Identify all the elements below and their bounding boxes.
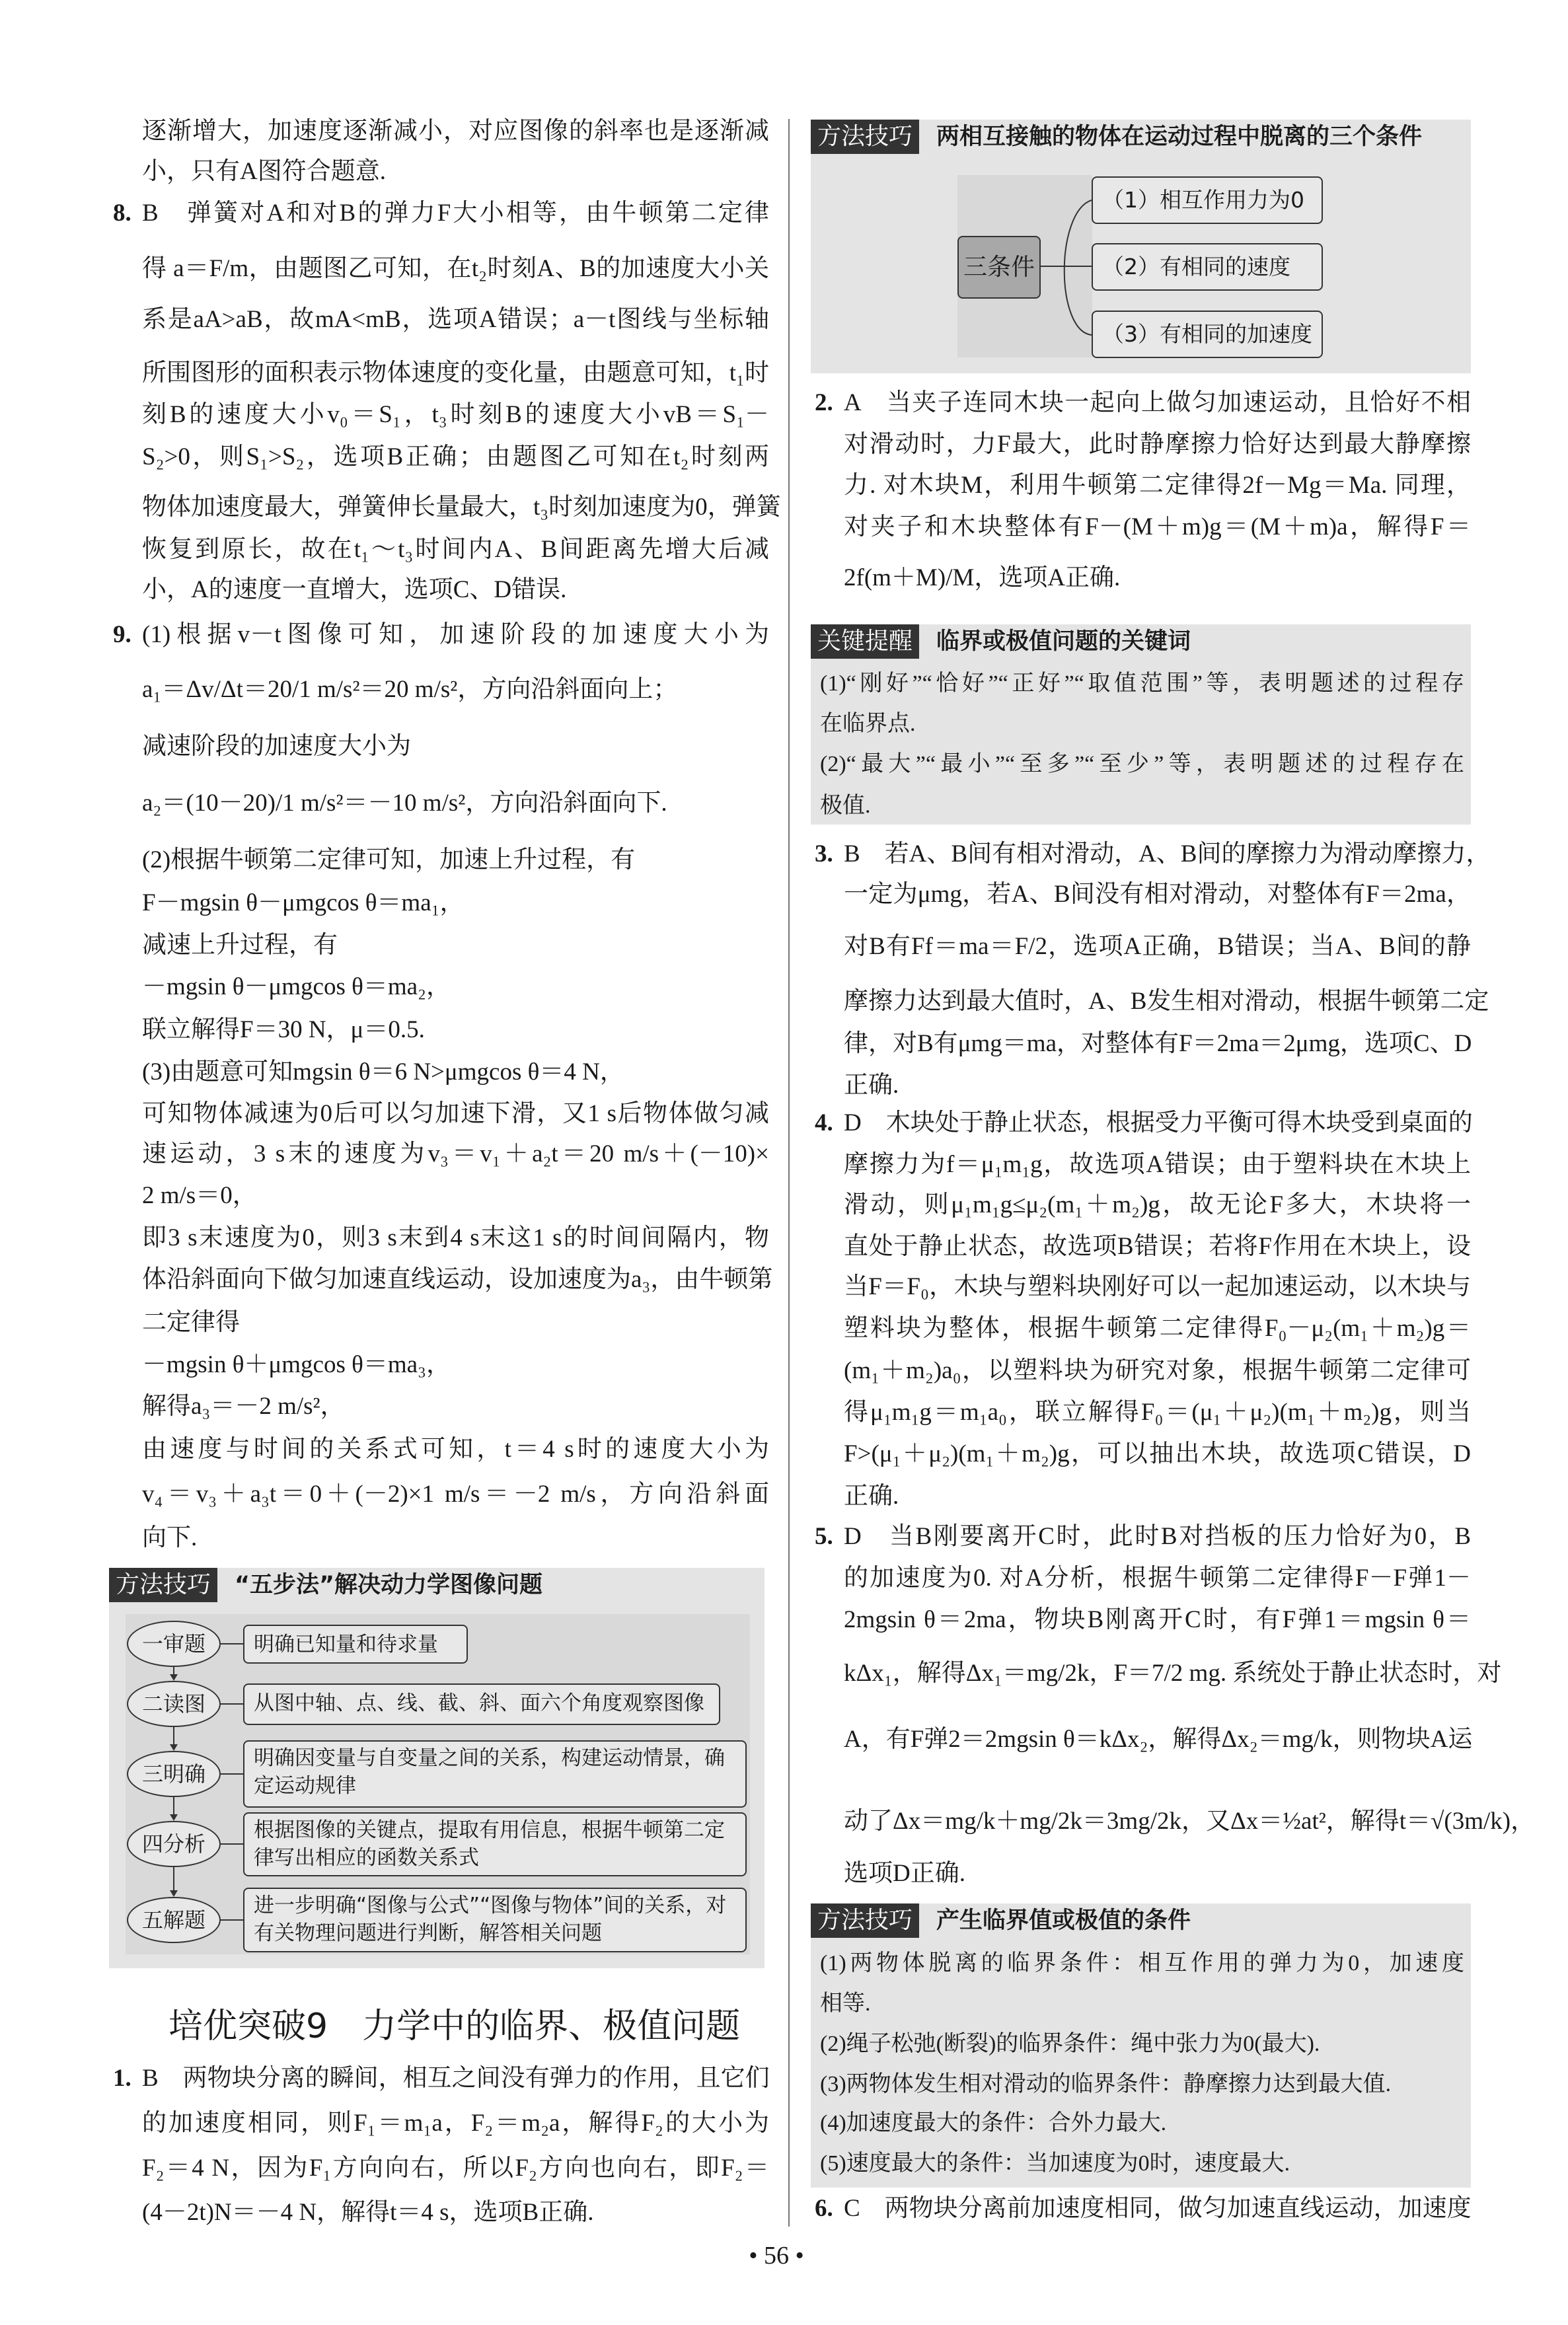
answer-line bbox=[113, 195, 769, 232]
line-text: 小，A的速度一直增大，选项C、D错误. bbox=[142, 575, 567, 603]
answer-line bbox=[815, 1518, 1471, 1555]
center-node: 三条件 bbox=[957, 236, 1041, 299]
answer-line bbox=[142, 250, 769, 287]
line-text: 解得a₃＝－2 m/s²， bbox=[142, 1392, 345, 1420]
critical-condition-line bbox=[820, 1945, 1464, 1982]
line-text: (m₁＋m₂)a₀，以塑料块为研究对象，根据牛顿第二定律可 bbox=[844, 1356, 1471, 1384]
answer-line bbox=[142, 1136, 769, 1173]
answer-line bbox=[844, 467, 1471, 504]
line-text: 的加速度为0. 对A分析，根据牛顿第二定律得F－F弹1－ bbox=[844, 1564, 1471, 1592]
line-text: a₁＝Δv/Δt＝20/1 m/s²＝20 m/s²，方向沿斜面向上； bbox=[142, 676, 678, 704]
line-text: B 两物块分离的瞬间，相互之间没有弹力的作用，且它们 bbox=[142, 2064, 770, 2092]
line-text: 对夹子和木块整体有F－(M＋m)g＝(M＋m)a，解得F＝ bbox=[844, 513, 1471, 540]
answer-line bbox=[142, 113, 769, 150]
answer-line bbox=[815, 2190, 1472, 2227]
answer-line bbox=[142, 355, 769, 392]
answer-line bbox=[844, 426, 1471, 463]
column-divider bbox=[788, 119, 790, 2227]
answer-line bbox=[844, 1067, 1471, 1104]
line-text: (4－2t)N＝－4 N，解得t＝4 s，选项B正确. bbox=[142, 2199, 594, 2227]
method-box-three-conditions bbox=[811, 120, 1471, 373]
step-description: 从图中轴、点、线、截、斜、面六个角度观察图像 bbox=[243, 1683, 720, 1725]
answer-line bbox=[844, 1187, 1471, 1224]
line-text: A，有F弹2＝2mgsin θ＝kΔx₂，解得Δx₂＝mg/k，则物块A运 bbox=[844, 1725, 1473, 1753]
answer-line bbox=[142, 1520, 769, 1557]
answer-line bbox=[844, 1394, 1471, 1431]
method-tag: 方法技巧 bbox=[811, 1903, 919, 1938]
answer-line bbox=[142, 927, 769, 964]
critical-condition-line bbox=[820, 2145, 1464, 2182]
answer-line bbox=[844, 509, 1471, 546]
answer-line bbox=[142, 2150, 769, 2187]
question-number: 8. bbox=[113, 200, 131, 227]
line-text: 由速度与时间的关系式可知，t＝4 s时的速度大小为 bbox=[142, 1436, 769, 1463]
answer-line bbox=[113, 2060, 770, 2097]
answer-line bbox=[844, 1602, 1471, 1639]
key-reminder-box bbox=[811, 624, 1471, 825]
answer-line bbox=[844, 1803, 1536, 1840]
line-text: (3)两物体发生相对滑动的临界条件：静摩擦力达到最大值. bbox=[820, 2071, 1392, 2096]
line-text: 可知物体减速为0后可以匀加速下滑，又1 s后物体做匀减 bbox=[142, 1099, 769, 1127]
answer-line bbox=[815, 1105, 1473, 1142]
line-text: C 两物块分离前加速度相同，做匀加速直线运动，加速度 bbox=[844, 2194, 1472, 2222]
question-number: 5. bbox=[815, 1522, 833, 1550]
answer-line bbox=[142, 301, 769, 338]
line-text: 正确. bbox=[844, 1482, 899, 1510]
answer-line bbox=[142, 728, 769, 765]
answer-line bbox=[844, 1146, 1471, 1183]
box-title: “五步法”解决动力学图像问题 bbox=[235, 1572, 543, 1598]
critical-condition-line bbox=[820, 2066, 1464, 2103]
answer-line bbox=[142, 785, 769, 822]
line-text: 小，只有A图符合题意. bbox=[142, 157, 386, 185]
line-text: 动了Δx＝mg/k＋mg/2k＝3mg/2k，又Δx＝½at²，解得t＝√(3m/k)， bbox=[844, 1808, 1536, 1835]
answer-line bbox=[844, 1352, 1471, 1389]
line-text: S₂>0，则S₁>S₂，选项B正确；由题图乙可知在t₂时刻两 bbox=[142, 443, 769, 470]
answer-line bbox=[142, 1177, 769, 1214]
line-text: 摩擦力达到最大值时，A、B发生相对滑动，根据牛顿第二定 bbox=[844, 988, 1489, 1015]
condition-2: （2）有相同的速度 bbox=[1092, 243, 1323, 291]
box-title: 产生临界值或极值的条件 bbox=[936, 1907, 1191, 1934]
line-text: 相等. bbox=[820, 1991, 871, 2016]
critical-condition-line bbox=[820, 2105, 1464, 2142]
answer-line bbox=[142, 1476, 769, 1513]
line-text: (1)“刚好”“恰好”“正好”“取值范围”等，表明题述的过程存 bbox=[820, 671, 1464, 696]
answer-line bbox=[142, 531, 769, 568]
line-text: 得 a＝F/m，由题图乙可知，在t₂时刻A、B的加速度大小关 bbox=[142, 254, 769, 282]
line-text: 联立解得F＝30 N，μ＝0.5. bbox=[142, 1016, 425, 1044]
line-text: F₂＝4 N，因为F₁方向向右，所以F₂方向也向右，即F₂＝ bbox=[142, 2154, 769, 2182]
answer-line bbox=[142, 1012, 769, 1049]
line-text: 的加速度相同，则F₁＝m₁a，F₂＝m₂a，解得F₂的大小为 bbox=[142, 2109, 769, 2137]
answer-line bbox=[844, 1855, 1471, 1892]
answer-line bbox=[142, 572, 769, 609]
answer-line bbox=[142, 153, 769, 190]
step-label: 三明确 bbox=[127, 1751, 221, 1797]
key-reminder-line bbox=[820, 746, 1464, 783]
answer-line bbox=[844, 1655, 1502, 1692]
line-text: 摩擦力为f＝μ₁m₁g，故选项A错误；由于塑料块在木块上 bbox=[844, 1150, 1471, 1178]
answer-line bbox=[142, 396, 769, 433]
line-text: 即3 s末速度为0，则3 s末到4 s末这1 s的时间间隔内，物 bbox=[142, 1224, 769, 1251]
answer-line bbox=[142, 1220, 769, 1257]
step-label: 二读图 bbox=[127, 1681, 221, 1727]
line-text: 律，对B有μmg＝ma，对整体有F＝2ma＝2μmg，选项C、D bbox=[844, 1029, 1472, 1057]
line-text: (2)根据牛顿第二定律可知，加速上升过程，有 bbox=[142, 846, 636, 873]
line-text: 恢复到原长，故在t₁～t₃时间内A、B间距离先增大后减 bbox=[142, 535, 769, 563]
line-text: 直处于静止状态，故选项B错误；若将F作用在木块上，设 bbox=[844, 1233, 1471, 1261]
line-text: 正确. bbox=[844, 1072, 899, 1099]
method-tag: 方法技巧 bbox=[109, 1568, 217, 1602]
line-text: D 当B刚要离开C时，此时B对挡板的压力恰好为0，B bbox=[844, 1522, 1471, 1550]
answer-line bbox=[844, 1269, 1471, 1306]
line-text: 在临界点. bbox=[820, 712, 916, 737]
line-text: 滑动，则μ₁m₁g≤μ₂(m₁＋m₂)g，故无论F多大，木块将一 bbox=[844, 1191, 1471, 1218]
line-text: (3)由题意可知mgsin θ＝6 N>μmgcos θ＝4 N， bbox=[142, 1058, 624, 1086]
line-text: 物体加速度最大，弹簧伸长量最大，t₃时刻加速度为0，弹簧 bbox=[142, 494, 781, 521]
answer-line bbox=[844, 1436, 1471, 1473]
line-text: 向下. bbox=[142, 1524, 198, 1551]
answer-line bbox=[844, 928, 1471, 965]
key-reminder-line bbox=[820, 788, 1464, 825]
step-label: 一审题 bbox=[127, 1621, 221, 1667]
question-number: 4. bbox=[815, 1109, 833, 1136]
step-description: 明确因变量与自变量之间的关系，构建运动情景，确定运动规律 bbox=[243, 1740, 747, 1808]
line-text: 2mgsin θ＝2ma，物块B刚离开C时，有F弹1＝mgsin θ＝ bbox=[844, 1606, 1471, 1634]
line-text: B 若A、B间有相对滑动，A、B间的摩擦力为滑动摩擦力， bbox=[844, 840, 1491, 867]
line-text: (4)加速度最大的条件：合外力最大. bbox=[820, 2110, 1167, 2135]
answer-line bbox=[142, 1304, 769, 1341]
line-text: －mgsin θ＋μmgcos θ＝ma₃， bbox=[142, 1350, 451, 1378]
line-text: 对B有Ff＝ma＝F/2，选项A正确，B错误；当A、B间的静 bbox=[844, 932, 1471, 960]
line-text: B 弹簧对A和对B的弹力F大小相等，由牛顿第二定律 bbox=[142, 200, 769, 227]
line-text: 系是aA>aB，故mA<mB，选项A错误；a－t图线与坐标轴 bbox=[142, 305, 769, 333]
answer-line bbox=[142, 489, 781, 526]
answer-line bbox=[142, 1431, 769, 1468]
line-text: 体沿斜面向下做匀加速直线运动，设加速度为a₃，由牛顿第 bbox=[142, 1265, 773, 1293]
box-title: 临界或极值问题的关键词 bbox=[936, 628, 1191, 655]
method-box-five-steps bbox=[109, 1568, 765, 1968]
critical-condition-line bbox=[820, 1985, 1464, 2022]
line-text: (2)“最大”“最小”“至多”“至少”等，表明题述的过程存在 bbox=[820, 752, 1464, 777]
answer-line bbox=[142, 439, 769, 476]
line-text: 2 m/s＝0， bbox=[142, 1182, 257, 1210]
line-text: 当F＝F₀，木块与塑料块刚好可以一起加速运动，以木块与 bbox=[844, 1273, 1471, 1301]
answer-line bbox=[844, 1721, 1471, 1758]
question-number: 3. bbox=[815, 840, 833, 867]
critical-condition-line bbox=[820, 2026, 1464, 2063]
step-description: 进一步明确“图像与公式”“图像与物体”间的关系，对有关物理问题进行判断，解答相关问题 bbox=[243, 1888, 747, 1952]
line-text: 减速阶段的加速度大小为 bbox=[142, 733, 411, 760]
line-text: (5)速度最大的条件：当加速度为0时，速度最大. bbox=[820, 2151, 1290, 2176]
answer-line bbox=[142, 2194, 769, 2231]
answer-line bbox=[113, 616, 769, 653]
line-text: 速运动，3 s末的速度为v₃＝v₁＋a₂t＝20 m/s＋(－10)× bbox=[142, 1140, 769, 1167]
line-text: (2)绳子松弛(断裂)的临界条件：绳中张力为0(最大). bbox=[820, 2031, 1320, 2056]
condition-1: （1）相互作用力为0 bbox=[1092, 176, 1323, 224]
line-text: 逐渐增大，加速度逐渐减小，对应图像的斜率也是逐渐减 bbox=[142, 117, 769, 145]
answer-line bbox=[844, 983, 1489, 1020]
answer-line bbox=[844, 876, 1471, 913]
answer-line bbox=[142, 2105, 769, 2142]
method-tag: 方法技巧 bbox=[811, 120, 919, 154]
line-text: A 当夹子连同木块一起向上做匀加速运动，且恰好不相 bbox=[844, 389, 1471, 417]
line-text: kΔx₁，解得Δx₁＝mg/2k，F＝7/2 mg. 系统处于静止状态时，对 bbox=[844, 1660, 1502, 1687]
section-heading: 培优突破9 力学中的临界、极值问题 bbox=[168, 2007, 741, 2046]
answer-line bbox=[142, 1095, 769, 1132]
answer-line bbox=[844, 1560, 1471, 1597]
answer-line bbox=[142, 1054, 769, 1091]
key-reminder-line bbox=[820, 706, 1464, 743]
line-text: 选项D正确. bbox=[844, 1860, 965, 1888]
line-text: 2f(m＋M)/M，选项A正确. bbox=[844, 564, 1121, 591]
key-reminder-line bbox=[820, 665, 1464, 702]
question-number: 1. bbox=[113, 2064, 131, 2092]
reminder-tag: 关键提醒 bbox=[811, 624, 919, 659]
step-description: 明确已知量和待求量 bbox=[243, 1625, 468, 1664]
line-text: 一定为μmg，若A、B间没有相对滑动，对整体有F＝2ma， bbox=[844, 880, 1471, 908]
question-number: 2. bbox=[815, 389, 833, 417]
answer-line bbox=[844, 1310, 1471, 1347]
step-label: 五解题 bbox=[127, 1897, 221, 1943]
question-number: 6. bbox=[815, 2194, 833, 2222]
answer-line bbox=[844, 1025, 1471, 1062]
line-text: 二定律得 bbox=[142, 1309, 240, 1337]
line-text: 刻B的速度大小v₀＝S₁，t₃时刻B的速度大小vB＝S₁－ bbox=[142, 401, 769, 429]
line-text: －mgsin θ－μmgcos θ＝ma₂， bbox=[142, 973, 451, 1000]
answer-line bbox=[142, 1261, 773, 1298]
line-text: 所围图形的面积表示物体速度的变化量，由题意可知，t₁时 bbox=[142, 359, 769, 387]
line-text: 对滑动时，力F最大，此时静摩擦力恰好达到最大静摩擦 bbox=[844, 431, 1471, 459]
line-text: 得μ₁m₁g＝m₁a₀，联立解得F₀＝(μ₁＋μ₂)(m₁＋m₂)g，则当 bbox=[844, 1398, 1471, 1426]
method-box-critical-conditions bbox=[811, 1903, 1471, 2188]
step-label: 四分析 bbox=[127, 1821, 221, 1867]
line-text: F>(μ₁＋μ₂)(m₁＋m₂)g，可以抽出木块，故选项C错误，D bbox=[844, 1440, 1471, 1468]
line-text: (1)根据v－t图像可知，加速阶段的加速度大小为 bbox=[142, 620, 769, 648]
answer-line bbox=[142, 842, 769, 879]
line-text: 极值. bbox=[820, 793, 871, 819]
line-text: 塑料块为整体，根据牛顿第二定律得F₀－μ₂(m₁＋m₂)g＝ bbox=[844, 1315, 1471, 1343]
line-text: F－mgsin θ－μmgcos θ＝ma₁， bbox=[142, 889, 465, 917]
box-title: 两相互接触的物体在运动过程中脱离的三个条件 bbox=[936, 124, 1423, 150]
answer-line bbox=[142, 1388, 769, 1425]
answer-line bbox=[844, 560, 1471, 597]
line-text: v₄＝v₃＋a₃t＝0＋(－2)×1 m/s＝－2 m/s，方向沿斜面 bbox=[142, 1481, 769, 1508]
step-description: 根据图像的关键点，提取有用信息，根据牛顿第二定律写出相应的函数关系式 bbox=[243, 1812, 747, 1876]
line-text: (1)两物体脱离的临界条件：相互作用的弹力为0，加速度 bbox=[820, 1950, 1464, 1975]
condition-3: （3）有相同的加速度 bbox=[1092, 311, 1323, 358]
page-number: • 56 • bbox=[749, 2242, 804, 2270]
answer-line bbox=[142, 1347, 769, 1384]
answer-line bbox=[142, 885, 769, 922]
line-text: D 木块处于静止状态，根据受力平衡可得木块受到桌面的 bbox=[844, 1109, 1473, 1136]
line-text: a₂＝(10－20)/1 m/s²＝－10 m/s²，方向沿斜面向下. bbox=[142, 789, 667, 817]
line-text: 减速上升过程，有 bbox=[142, 931, 338, 959]
line-text: 力. 对木块M，利用牛顿第二定律得2f－Mg＝Ma. 同理， bbox=[844, 471, 1471, 499]
answer-line bbox=[815, 385, 1471, 422]
answer-line bbox=[844, 1478, 1471, 1515]
answer-line bbox=[142, 671, 769, 708]
answer-line bbox=[815, 836, 1491, 873]
answer-line bbox=[142, 969, 769, 1006]
answer-line bbox=[844, 1228, 1471, 1265]
question-number: 9. bbox=[113, 620, 131, 648]
